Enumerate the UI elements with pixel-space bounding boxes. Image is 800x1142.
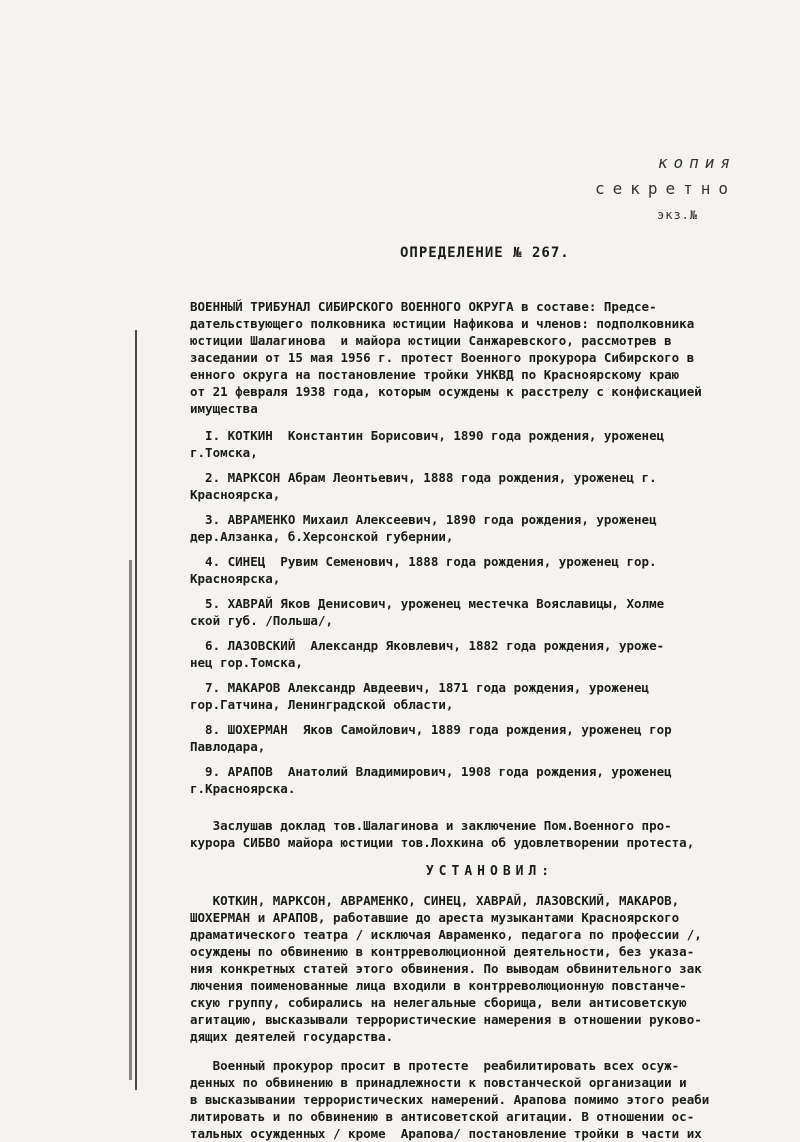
intro-line: енного округа на постановление тройки УНКВД по Красноярскому краю bbox=[190, 367, 680, 382]
convicted-person-item bbox=[190, 721, 790, 755]
convicted-person-line: Павлодара, bbox=[190, 739, 266, 754]
convicted-person-item bbox=[190, 469, 790, 503]
convicted-person-line: 7. МАКАРОВ Александр Авдеевич, 1871 года рождения, уроженец bbox=[190, 680, 650, 695]
convicted-person-line: 4. СИНЕЦ Рувим Семенович, 1888 года рождения, уроженец гор. bbox=[190, 554, 657, 569]
convicted-person-line: ской губ. /Польша/, bbox=[190, 613, 333, 628]
convicted-person-line: 5. ХАВРАЙ Яков Денисович, уроженец местечка Вояславицы, Холме bbox=[190, 596, 665, 611]
convicted-person-line: 2. МАРКСОН Абрам Леонтьевич, 1888 года рождения, уроженец г. bbox=[190, 470, 657, 485]
stamp-secret-label: секретно bbox=[595, 179, 737, 198]
scan-edge-shadow bbox=[129, 560, 132, 1080]
convicted-person-line: 8. ШОХЕРМАН Яков Самойлович, 1889 года рождения, уроженец гор bbox=[190, 722, 672, 737]
convicted-person-item bbox=[190, 553, 790, 587]
findings-line: скую группу, собирались на нелегальные сборища, вели антисоветскую bbox=[190, 995, 687, 1010]
hearing-line: курора СИБВО майора юстиции тов.Лохкина об удовлетворении протеста, bbox=[190, 835, 695, 850]
findings-line: лючения поименованные лица входили в контрреволюционную повстанче- bbox=[190, 978, 687, 993]
stamp-copy-number: экз.№ bbox=[657, 208, 699, 222]
convicted-person-item bbox=[190, 427, 790, 461]
convicted-person-line: 9. АРАПОВ Анатолий Владимирович, 1908 года рождения, уроженец bbox=[190, 764, 672, 779]
convicted-person-line: гор.Гатчина, Ленинградской области, bbox=[190, 697, 454, 712]
convicted-person-item bbox=[190, 763, 790, 797]
protest-line: в высказывании террористических намерений. Арапова помимо этого реаби bbox=[190, 1092, 710, 1107]
findings-paragraph bbox=[190, 892, 790, 1045]
convicted-person-item bbox=[190, 637, 790, 671]
protest-line: денных по обвинению в принадлежности к повстанческой организации и bbox=[190, 1075, 687, 1090]
protest-line: Военный прокурор просит в протесте реабилитировать всех осуж- bbox=[190, 1058, 680, 1073]
convicted-person-line: нец гор.Томска, bbox=[190, 655, 303, 670]
convicted-person-line: Красноярска, bbox=[190, 487, 281, 502]
convicted-person-line: I. КОТКИН Константин Борисович, 1890 года рождения, уроженец bbox=[190, 428, 665, 443]
convicted-person-item bbox=[190, 679, 790, 713]
protest-line: литировать и по обвинению в антисоветской агитации. В отношении ос- bbox=[190, 1109, 695, 1124]
findings-line: агитацию, высказывали террористические намерения в отношении руково- bbox=[190, 1012, 702, 1027]
protest-paragraph bbox=[190, 1057, 790, 1142]
hearing-paragraph bbox=[190, 817, 790, 851]
convicted-person-line: Красноярска, bbox=[190, 571, 281, 586]
convicted-person-line: г.Красноярска. bbox=[190, 781, 296, 796]
scan-edge-line bbox=[135, 330, 137, 1090]
hearing-line: Заслушав доклад тов.Шалагинова и заключение Пом.Военного про- bbox=[190, 818, 672, 833]
convicted-person-line: 3. АВРАМЕНКО Михаил Алексеевич, 1890 года рождения, уроженец bbox=[190, 512, 657, 527]
document-body bbox=[190, 298, 790, 1142]
intro-line: юстиции Шалагинова и майора юстиции Санжаревского, рассмотрев в bbox=[190, 333, 672, 348]
findings-line: КОТКИН, МАРКСОН, АВРАМЕНКО, СИНЕЦ, ХАВРАЙ, ЛАЗОВСКИЙ, МАКАРОВ, bbox=[190, 893, 680, 908]
intro-line: дательствующего полковника юстиции Нафикова и членов: подполковника bbox=[190, 316, 695, 331]
intro-line: ВОЕННЫЙ ТРИБУНАЛ СИБИРСКОГО ВОЕННОГО ОКРУГА в составе: Предсе- bbox=[190, 299, 657, 314]
findings-line: драматического театра / исключая Авраменко, педагога по профессии /, bbox=[190, 927, 702, 942]
intro-paragraph bbox=[190, 298, 790, 417]
convicted-list bbox=[190, 427, 790, 797]
convicted-person-item bbox=[190, 511, 790, 545]
convicted-person-line: 6. ЛАЗОВСКИЙ Александр Яковлевич, 1882 года рождения, уроже- bbox=[190, 638, 665, 653]
secrecy-stamp bbox=[595, 150, 736, 228]
stamp-copy-label: копия bbox=[657, 153, 737, 172]
convicted-person-line: г.Томска, bbox=[190, 445, 258, 460]
intro-line: имущества bbox=[190, 401, 258, 416]
convicted-person-line: дер.Алзанка, б.Херсонской губернии, bbox=[190, 529, 454, 544]
established-heading: УСТАНОВИЛ: bbox=[425, 864, 555, 879]
convicted-person-item bbox=[190, 595, 790, 629]
findings-line: дящих деятелей государства. bbox=[190, 1029, 394, 1044]
intro-line: от 21 февраля 1938 года, которым осуждены к расстрелу с конфискацией bbox=[190, 384, 702, 399]
findings-line: ния конкретных статей этого обвинения. По выводам обвинительного зак bbox=[190, 961, 702, 976]
protest-line: тальных осужденных / кроме Арапова/ постановление тройки в части их bbox=[190, 1126, 702, 1141]
document-title: ОПРЕДЕЛЕНИЕ № 267. bbox=[400, 245, 570, 261]
intro-line: заседании от 15 мая 1956 г. протест Военного прокурора Сибирского в bbox=[190, 350, 695, 365]
findings-line: ШОХЕРМАН и АРАПОВ, работавшие до ареста музыкантами Красноярского bbox=[190, 910, 680, 925]
findings-line: осуждены по обвинению в контрреволюционной деятельности, без указа- bbox=[190, 944, 695, 959]
